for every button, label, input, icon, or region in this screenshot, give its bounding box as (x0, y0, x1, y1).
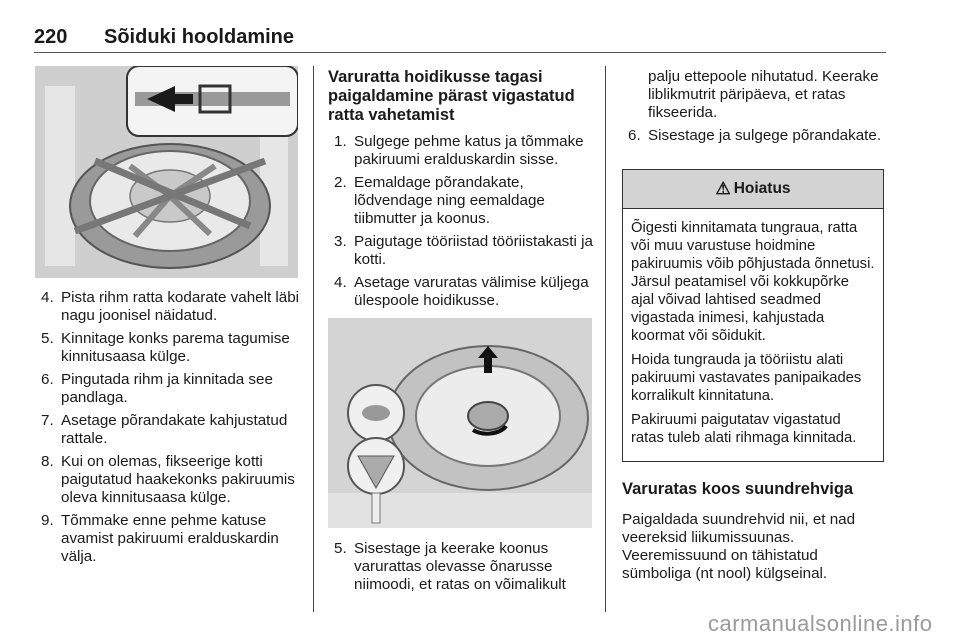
figure-strap-wheel (35, 66, 298, 278)
right-column (622, 68, 884, 150)
warning-paragraph: Hoida tungrauda ja tööriistu alati pakiruumi vastavates panipaikades korralikult kinnitatuna. (631, 352, 862, 404)
list-item: 7. Asetage põrandakate kahjustatud rattale. (41, 412, 288, 447)
page-header (34, 26, 294, 49)
warning-title: Hoiatus (733, 180, 791, 197)
list-item: 6. Sisestage ja sulgege põrandakate. (628, 127, 882, 144)
middle-steps-after (328, 540, 598, 594)
list-item: 1. Sulgege pehme katus ja tõmmake pakiruumi eralduskardin sisse. (334, 133, 584, 168)
list-item: 9. Tõmmake enne pehme katuse avamist pakiruumi eralduskardin välja. (41, 512, 279, 565)
page-title: Sõiduki hooldamine (104, 26, 295, 48)
section-heading: Varuratas koos suundrehviga (622, 480, 854, 498)
directional-tyre-section (622, 480, 884, 583)
list-item: 2. Eemaldage põrandakate, lõdvendage ning eemaldage tiibmutter ja koonus. (334, 174, 545, 227)
list-item: 4. Asetage varuratas välimise küljega ülespoole hoidikusse. (334, 274, 589, 309)
right-steps (622, 127, 884, 145)
body-paragraph: Paigaldada suundrehvid nii, et nad veereksid liikumissuunas. (622, 511, 856, 546)
middle-steps (328, 133, 598, 310)
warning-paragraph: Õigesti kinnitamata tungraua, ratta või muu varustuse hoidmine pakiruumis võib põhjustada õnnetusi. Järsul peatamisel või kokkupõrke ajal võivad lahtised seadmed vigastada inimesi, kahjustada koormat või sõidukit. (631, 220, 875, 344)
list-item: 6. Pingutada rihm ja kinnitada see pandlaga. (41, 371, 273, 406)
middle-column-lower (328, 540, 598, 599)
column-divider-1 (313, 66, 314, 612)
strap-wheel-illustration (35, 66, 298, 278)
left-steps (35, 289, 303, 566)
warning-triangle-icon: ⚠ (715, 179, 731, 198)
spare-wheel-illustration (328, 318, 592, 528)
header-rule (34, 52, 886, 53)
warning-body (623, 209, 883, 447)
list-item: 5. Kinnitage konks parema tagumise kinnitusaasa külge. (41, 330, 290, 365)
left-column (35, 289, 303, 571)
column-divider-2 (605, 66, 606, 612)
middle-column (328, 68, 598, 315)
watermark: carmanualsonline.info (708, 611, 933, 636)
body-paragraph: Veeremissuund on tähistatud sümboliga (nt nool) külgseinal. (622, 547, 828, 582)
warning-header (623, 170, 883, 209)
warning-paragraph: Pakiruumi paigutatav vigastatud ratas tuleb alati rihmaga kinnitada. (631, 412, 857, 446)
section-heading: Varuratta hoidikusse tagasi paigaldamine pärast vigastatud ratta vahetamist (328, 68, 575, 124)
list-item: 5. Sisestage ja keerake koonus varurattas olevasse õnarusse niimoodi, et ratas on võimalikult (334, 540, 566, 593)
list-item: 8. Kui on olemas, fikseerige kotti paigutatud haakekonks pakiruumis oleva kinnitusaasa külge. (41, 453, 295, 506)
list-item: 3. Paigutage tööriistad tööriistakasti ja kotti. (334, 233, 593, 268)
continuation-text: palju ettepoole nihutatud. Keerake liblikmutrit päripäeva, et ratas fikseerida. (648, 68, 879, 121)
figure-spare-wheel-cone (328, 318, 592, 528)
list-item: 4. Pista rihm ratta kodarate vahelt läbi nagu joonisel näidatud. (41, 289, 300, 324)
page-number: 220 (34, 26, 68, 48)
warning-box (622, 169, 884, 462)
